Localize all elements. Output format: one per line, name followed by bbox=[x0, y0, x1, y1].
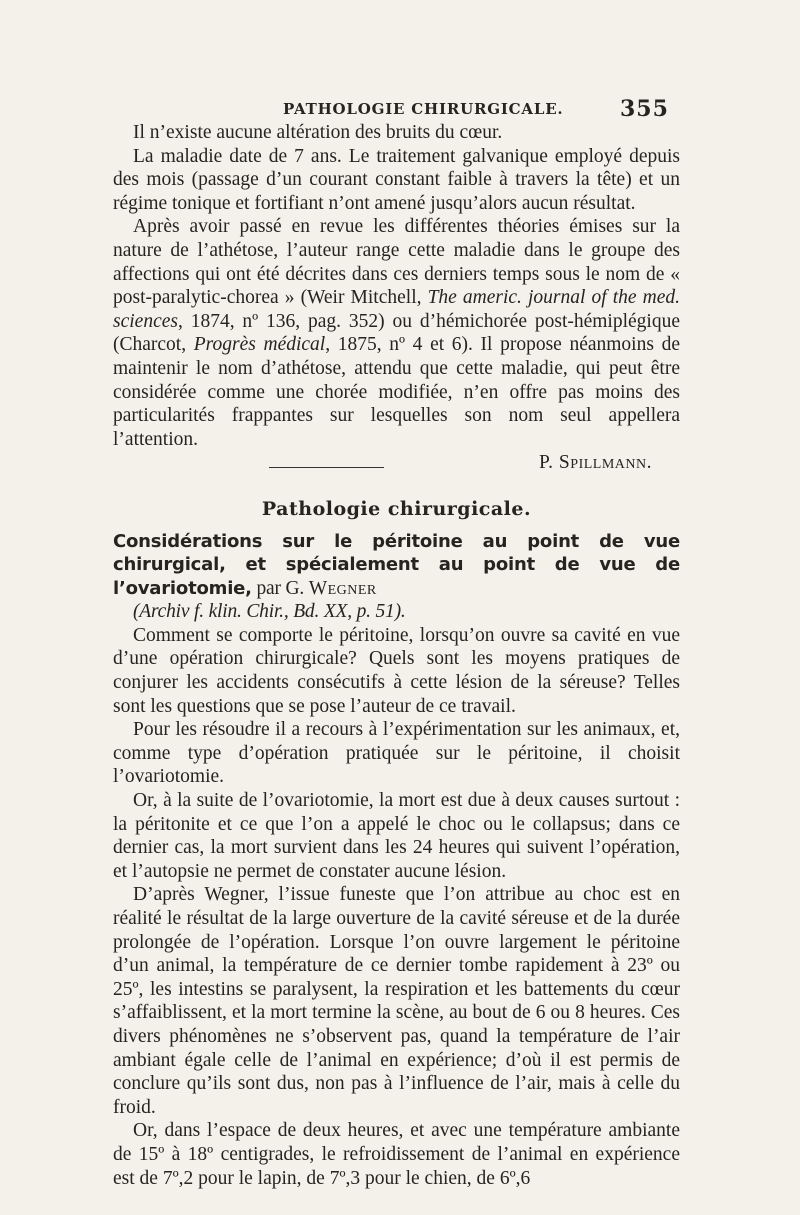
paragraph: La maladie date de 7 ans. Le traitement galvanique employé depuis des mois (passage d’un courant constant faible à travers la tête) et un régime tonique et fortifiant n’ont amené jusqu’alors aucun résultat. bbox=[113, 145, 680, 214]
paragraph: Or, à la suite de l’ovariotomie, la mort est due à deux causes surtout : la péritonite et ce que l’on a appelé le choc ou le collapsus; dans ce dernier cas, la mort survient dans les 24 heures qui suivent l’opération, et l’autopsie ne permet de constater aucune lésion. bbox=[113, 790, 680, 882]
page-number: 355 bbox=[620, 96, 669, 122]
citation-italic: Progrès médical bbox=[193, 334, 326, 356]
article-author: Wegner bbox=[308, 577, 377, 599]
paragraph-text: Après avoir passé en revue les différentes théories émises sur la nature de l’athétose, l’auteur range cette maladie dans le groupe des affections qui ont été décrites dans ces derniers temps sous le nom de « post-paralytic-chorea » (Weir Mitchell, bbox=[113, 216, 680, 309]
article-heading bbox=[113, 530, 680, 624]
signature: P. Spillmann. bbox=[539, 452, 652, 474]
paragraph: Pour les résoudre il a recours à l’expérimentation sur les animaux, et, comme type d’opération pratiquée sur le péritoine, il choisit l’ovariotomie. bbox=[113, 719, 680, 788]
paragraph bbox=[113, 215, 680, 451]
separator-rule bbox=[269, 467, 384, 468]
citation-italic: The americ. journal of the med. sciences bbox=[113, 287, 680, 332]
article-title: Considérations sur le péritoine au point de vue chirurgical, et spécialement au point de vue de l’ovariotomie, bbox=[113, 530, 680, 599]
signature-line bbox=[113, 451, 680, 475]
paragraph: D’après Wegner, l’issue funeste que l’on attribue au choc est en réalité le résultat de la large ouverture de la cavité séreuse et de la durée prolongée de l’opération. Lorsque l’on ouvre largement le péritoine d’un animal, la température de ce dernier tombe rapidement à 23º ou 25º, les intestins se paralysent, la respiration et les battements du cœur s’affaiblissent, et la mort termine la scène, au bout de 6 ou 8 heures. Ces divers phénomènes ne s’observent pas, quand la température de l’air ambiant égale celle de l’animal en expérience; d’où il est permis de conclure qu’ils sont dus, non pas à l’influence de l’air, mais à celle du froid. bbox=[113, 884, 680, 1118]
paragraph: Comment se comporte le péritoine, lorsqu’on ouvre sa cavité en vue d’une opération chirurgicale? Quels sont les moyens pratiques de conjurer les accidents consécutifs à cette lésion de la séreuse? Telles sont les questions que se pose l’auteur de ce travail. bbox=[113, 624, 680, 717]
article-by: par G. bbox=[251, 577, 309, 599]
running-title: PATHOLOGIE CHIRURGICALE. bbox=[283, 100, 564, 118]
paragraph-text: , 1874, nº 136, pag. 352) ou d’hémichorée post-hémiplégique (Charcot, bbox=[113, 310, 680, 356]
article-reference bbox=[113, 601, 406, 622]
paragraph: Or, dans l’espace de deux heures, et avec une température ambiante de 15º à 18º centigrades, le refroidissement de l’animal en expérience est de 7º,2 pour le lapin, de 7º,3 pour le chien, de 6º,6 bbox=[113, 1120, 680, 1189]
paragraph: Il n’existe aucune altération des bruits du cœur. bbox=[133, 122, 503, 143]
reference-italic: (Archiv f. klin. Chir., Bd. XX, p. 51). bbox=[133, 601, 406, 623]
section-heading: Pathologie chirurgicale. bbox=[261, 497, 532, 520]
paragraph-text: , 1875, nº 4 et 6). Il propose néanmoins de maintenir le nom d’athétose, attendu que cette maladie, qui peut être considérée comme une chorée modifiée, n’en offre pas moins des particularités frappantes sur lesquelles son nom seul appellera l’attention. bbox=[113, 334, 680, 450]
page-body bbox=[113, 121, 680, 1190]
